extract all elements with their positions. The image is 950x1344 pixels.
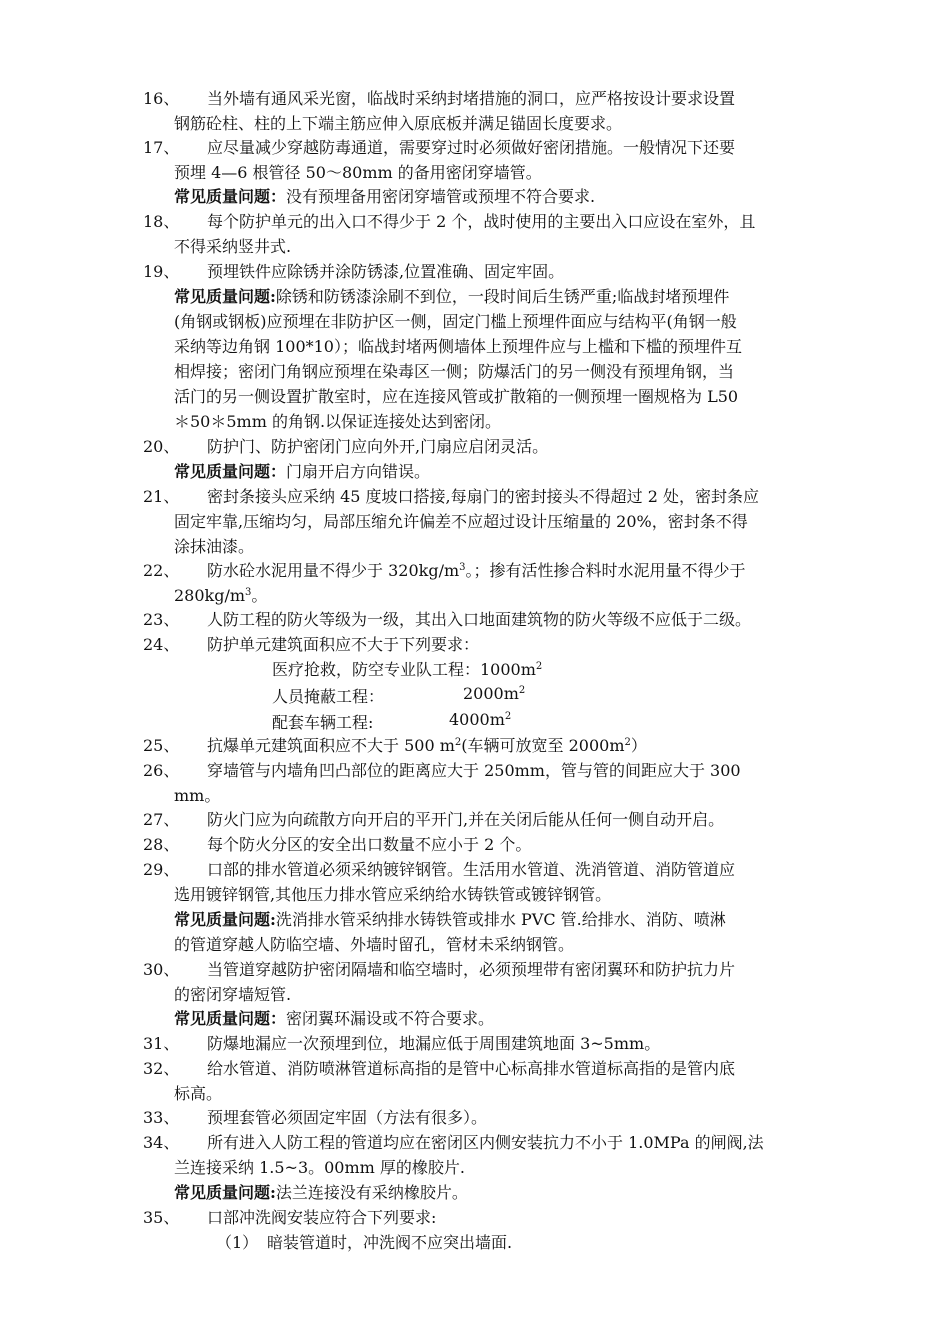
- item-text: 所有进入人防工程的管道均应在密闭区内侧安装抗力不小于 1.0MPa 的闸阀,法: [207, 1133, 764, 1152]
- item-text: mm。: [174, 786, 221, 805]
- item-text: 每个防护单元的出入口不得少于 2 个，战时使用的主要出入口应设在室外，且: [207, 212, 756, 231]
- quality-note-label: 常见质量问题：: [174, 187, 287, 206]
- item-text: 当外墙有通风采光窗，临战时采纳封堵措施的洞口，应严格按设计要求设置: [207, 89, 736, 108]
- quality-note-text: 的管道穿越人防临空墙、外墙时留孔，管材未采纳钢管。: [174, 935, 575, 954]
- item-number: 16、: [143, 89, 180, 108]
- item-text: 选用镀锌钢管,其他压力排水管应采纳给水铸铁管或镀锌钢管。: [174, 885, 612, 904]
- quality-note-text: 相焊接；密闭门角钢应预埋在染毒区一侧；防爆活门的另一侧没有预埋角钢，当: [174, 362, 735, 381]
- item-number: 24、: [143, 635, 180, 654]
- area-requirement-label: 人员掩蔽工程：: [272, 687, 385, 706]
- quality-note-text: 除锈和防锈漆涂刷不到位，一段时间后生锈严重;临战封堵预埋件: [275, 287, 730, 306]
- item-text: 钢筋砼柱、柱的上下端主筋应伸入原底板并满足锚固长度要求。: [174, 114, 623, 133]
- item-text: 穿墙管与内墙角凹凸部位的距离应大于 250mm，管与管的间距应大于 300: [207, 761, 741, 780]
- item-text: 涂抹油漆。: [174, 537, 255, 556]
- item-text: 密封条接头应采纳 45 度坡口搭接,每扇门的密封接头不得超过 2 处，密封条应: [207, 487, 759, 506]
- area-requirement-line: 医疗抢救，防空专业队工程：$1000m^2$: [272, 660, 543, 679]
- quality-note-text: (角钢或钢板)应预埋在非防护区一侧，固定门槛上预埋件面应与结构平(角钢一般: [174, 312, 737, 331]
- item-text: 不得采纳竖井式.: [174, 237, 292, 256]
- item-number: 20、: [143, 437, 180, 456]
- item-text: 兰连接采纳 1.5~3。00mm 厚的橡胶片.: [174, 1158, 465, 1177]
- item-text: 防护单元建筑面积应不大于下列要求：: [207, 635, 480, 654]
- item-text: 人防工程的防火等级为一级，其出入口地面建筑物的防火等级不应低于二级。: [207, 610, 752, 629]
- quality-note-text: 密闭翼环漏设或不符合要求。: [286, 1009, 495, 1028]
- area-requirement-value: $4000m^2$: [449, 710, 512, 729]
- quality-note-text: 洗消排水管采纳排水铸铁管或排水 PVC 管.给排水、消防、喷淋: [275, 910, 726, 929]
- item-text: 固定牢靠,压缩均匀，局部压缩允许偏差不应超过设计压缩量的 20%，密封条不得: [174, 512, 748, 531]
- quality-note-text: 活门的另一侧设置扩散室时，应在连接风管或扩散箱的一侧预埋一圈规格为 L50: [174, 387, 739, 406]
- item-number: 29、: [143, 860, 180, 879]
- quality-note-label: 常见质量问题：: [174, 1009, 287, 1028]
- item-number: 27、: [143, 810, 180, 829]
- item-number: 19、: [143, 262, 180, 281]
- item-number: 32、: [143, 1059, 180, 1078]
- item-number: 21、: [143, 487, 180, 506]
- item-text: 给水管道、消防喷淋管道标高指的是管中心标高排水管道标高指的是管内底: [207, 1059, 736, 1078]
- item-text: 预埋套管必须固定牢固（方法有很多）。: [207, 1108, 488, 1127]
- item-number: 33、: [143, 1108, 180, 1127]
- item-text: 预埋 4—6 根管径 50～80mm 的备用密闭穿墙管。: [174, 163, 542, 182]
- item-text: 防火门应为向疏散方向开启的平开门,并在关闭后能从任何一侧自动开启。: [207, 810, 725, 829]
- quality-note-label: 常见质量问题：: [174, 462, 287, 481]
- quality-note-text: 法兰连接没有采纳橡胶片。: [275, 1183, 468, 1202]
- item-number: 18、: [143, 212, 180, 231]
- item-number: 28、: [143, 835, 180, 854]
- item-text: 防护门、防护密闭门应向外开,门扇应启闭灵活。: [207, 437, 549, 456]
- item-number: 25、: [143, 736, 180, 755]
- item-number: 17、: [143, 138, 180, 157]
- item-text: 抗爆单元建筑面积应不大于 500 $m^2$(车辆可放宽至 $2000m^2$）: [207, 736, 647, 755]
- quality-note-text: 采纳等边角钢 100*10）；临战封堵两侧墙体上预埋件应与上槛和下槛的预埋件互: [174, 337, 742, 356]
- item-number: 22、: [143, 561, 180, 580]
- item-text: 防爆地漏应一次预埋到位，地漏应低于周围建筑地面 3~5mm。: [207, 1034, 661, 1053]
- item-number: 31、: [143, 1034, 180, 1053]
- area-requirement-label: 配套车辆工程:: [272, 713, 374, 732]
- quality-note-label: 常见质量问题:: [174, 1183, 276, 1202]
- sub-item-text: 暗装管道时，冲洗阀不应突出墙面.: [267, 1233, 513, 1252]
- item-text: 当管道穿越防护密闭隔墙和临空墙时，必须预埋带有密闭翼环和防护抗力片: [207, 960, 736, 979]
- item-text: 的密闭穿墙短管.: [174, 985, 292, 1004]
- item-number: 30、: [143, 960, 180, 979]
- sub-item-number: （1）: [216, 1233, 259, 1252]
- quality-note-text: 门扇开启方向错误。: [286, 462, 431, 481]
- quality-note-label: 常见质量问题:: [174, 287, 276, 306]
- quality-note-text: ＊50＊5mm 的角钢.以保证连接处达到密闭。: [174, 412, 502, 431]
- item-number: 34、: [143, 1133, 180, 1152]
- item-text: 口部冲洗阀安装应符合下列要求:: [207, 1208, 437, 1227]
- item-text: 应尽量减少穿越防毒通道，需要穿过时必须做好密闭措施。一般情况下还要: [207, 138, 736, 157]
- item-number: 35、: [143, 1208, 180, 1227]
- item-number: 23、: [143, 610, 180, 629]
- item-text: 每个防火分区的安全出口数量不应小于 2 个。: [207, 835, 532, 854]
- item-text: 口部的排水管道必须采纳镀锌钢管。生活用水管道、洗消管道、消防管道应: [207, 860, 736, 879]
- quality-note-text: 没有预埋备用密闭穿墙管或预埋不符合要求.: [286, 187, 596, 206]
- item-text: $280kg/m^3$。: [174, 586, 268, 605]
- area-requirement-value: $2000m^2$: [463, 684, 526, 703]
- item-text: 标高。: [174, 1084, 223, 1103]
- item-text: 防水砼水泥用量不得少于 $320kg/m^3$。；掺有活性掺合料时水泥用量不得少于: [207, 561, 746, 580]
- quality-note-label: 常见质量问题:: [174, 910, 276, 929]
- item-number: 26、: [143, 761, 180, 780]
- item-text: 预埋铁件应除锈并涂防锈漆,位置准确、固定牢固。: [207, 262, 565, 281]
